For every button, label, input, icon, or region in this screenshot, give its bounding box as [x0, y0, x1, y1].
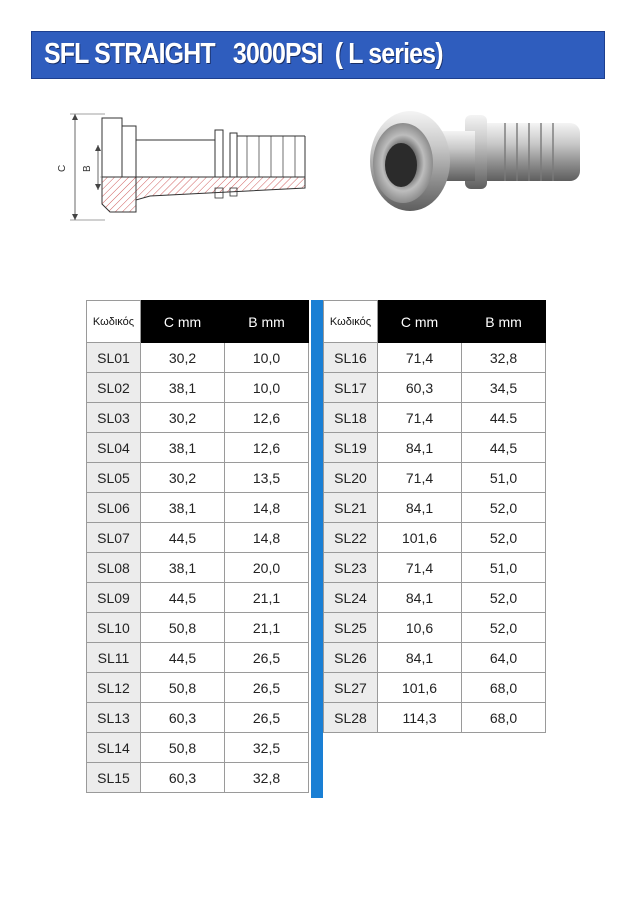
dimension-b-label: B: [82, 165, 93, 172]
table-row: [324, 433, 546, 463]
product-photo: [355, 93, 595, 233]
column-header-b: B mm: [225, 301, 309, 343]
c-cell: 50,8: [141, 613, 225, 643]
c-cell: 60,3: [141, 703, 225, 733]
table-row: [87, 673, 309, 703]
b-cell: 52,0: [462, 613, 546, 643]
b-cell: 51,0: [462, 463, 546, 493]
c-cell: 50,8: [141, 733, 225, 763]
column-header-b: B mm: [462, 301, 546, 343]
b-cell: 68,0: [462, 673, 546, 703]
code-cell: SL12: [87, 673, 141, 703]
b-cell: 68,0: [462, 703, 546, 733]
code-cell: SL15: [87, 763, 141, 793]
table-row: [87, 613, 309, 643]
b-cell: 32,5: [225, 733, 309, 763]
table-row: [87, 343, 309, 373]
table-row: [324, 373, 546, 403]
code-cell: SL17: [324, 373, 378, 403]
code-cell: SL03: [87, 403, 141, 433]
c-cell: 71,4: [378, 553, 462, 583]
code-cell: SL16: [324, 343, 378, 373]
column-header-c: C mm: [141, 301, 225, 343]
code-cell: SL24: [324, 583, 378, 613]
c-cell: 84,1: [378, 583, 462, 613]
column-header-code: Κωδικός: [324, 301, 378, 343]
b-cell: 26,5: [225, 673, 309, 703]
table-row: [87, 553, 309, 583]
c-cell: 101,6: [378, 523, 462, 553]
code-cell: SL10: [87, 613, 141, 643]
b-cell: 14,8: [225, 493, 309, 523]
table-row: [324, 403, 546, 433]
c-cell: 10,6: [378, 613, 462, 643]
column-header-code: Κωδικός: [87, 301, 141, 343]
table-row: [324, 583, 546, 613]
b-cell: 32,8: [462, 343, 546, 373]
c-cell: 44,5: [141, 643, 225, 673]
c-cell: 84,1: [378, 493, 462, 523]
c-cell: 114,3: [378, 703, 462, 733]
b-cell: 12,6: [225, 433, 309, 463]
technical-drawing: [50, 100, 310, 225]
code-cell: SL19: [324, 433, 378, 463]
c-cell: 71,4: [378, 403, 462, 433]
table-row: [87, 493, 309, 523]
table-row: [324, 553, 546, 583]
table-row: [324, 703, 546, 733]
code-cell: SL28: [324, 703, 378, 733]
table-row: [324, 493, 546, 523]
code-cell: SL11: [87, 643, 141, 673]
c-cell: 30,2: [141, 463, 225, 493]
code-cell: SL22: [324, 523, 378, 553]
c-cell: 60,3: [141, 763, 225, 793]
c-cell: 71,4: [378, 463, 462, 493]
table-row: [87, 433, 309, 463]
b-cell: 13,5: [225, 463, 309, 493]
b-cell: 26,5: [225, 643, 309, 673]
b-cell: 10,0: [225, 343, 309, 373]
b-cell: 21,1: [225, 613, 309, 643]
title-banner: [31, 31, 605, 79]
c-cell: 38,1: [141, 493, 225, 523]
table-row: [87, 763, 309, 793]
table-row: [87, 583, 309, 613]
b-cell: 64,0: [462, 643, 546, 673]
b-cell: 52,0: [462, 493, 546, 523]
b-cell: 12,6: [225, 403, 309, 433]
b-cell: 52,0: [462, 583, 546, 613]
c-cell: 38,1: [141, 373, 225, 403]
table-separator: [311, 300, 323, 798]
code-cell: SL26: [324, 643, 378, 673]
table-row: [87, 523, 309, 553]
c-cell: 71,4: [378, 343, 462, 373]
table-row: [324, 673, 546, 703]
table-row: [324, 523, 546, 553]
b-cell: 44.5: [462, 403, 546, 433]
code-cell: SL04: [87, 433, 141, 463]
code-cell: SL20: [324, 463, 378, 493]
code-cell: SL09: [87, 583, 141, 613]
c-cell: 44,5: [141, 583, 225, 613]
code-cell: SL02: [87, 373, 141, 403]
table-row: [87, 703, 309, 733]
c-cell: 30,2: [141, 403, 225, 433]
c-cell: 44,5: [141, 523, 225, 553]
code-cell: SL25: [324, 613, 378, 643]
c-cell: 101,6: [378, 673, 462, 703]
code-cell: SL21: [324, 493, 378, 523]
b-cell: 26,5: [225, 703, 309, 733]
code-cell: SL08: [87, 553, 141, 583]
b-cell: 32,8: [225, 763, 309, 793]
table-row: [87, 643, 309, 673]
b-cell: 10,0: [225, 373, 309, 403]
table-row: [87, 373, 309, 403]
code-cell: SL27: [324, 673, 378, 703]
code-cell: SL18: [324, 403, 378, 433]
c-cell: 60,3: [378, 373, 462, 403]
b-cell: 14,8: [225, 523, 309, 553]
spec-table-right: [323, 300, 546, 733]
table-row: [324, 463, 546, 493]
page-title: SFL STRAIGHT 3000PSI ( L series): [44, 38, 443, 70]
code-cell: SL14: [87, 733, 141, 763]
c-cell: 38,1: [141, 433, 225, 463]
table-row: [87, 403, 309, 433]
b-cell: 52,0: [462, 523, 546, 553]
table-row: [87, 733, 309, 763]
code-cell: SL05: [87, 463, 141, 493]
c-cell: 50,8: [141, 673, 225, 703]
b-cell: 44,5: [462, 433, 546, 463]
c-cell: 30,2: [141, 343, 225, 373]
table-row: [324, 613, 546, 643]
c-cell: 84,1: [378, 433, 462, 463]
b-cell: 34,5: [462, 373, 546, 403]
table-row: [324, 343, 546, 373]
code-cell: SL23: [324, 553, 378, 583]
b-cell: 51,0: [462, 553, 546, 583]
c-cell: 84,1: [378, 643, 462, 673]
code-cell: SL06: [87, 493, 141, 523]
code-cell: SL13: [87, 703, 141, 733]
code-cell: SL07: [87, 523, 141, 553]
spec-table-left: [86, 300, 309, 793]
b-cell: 21,1: [225, 583, 309, 613]
b-cell: 20,0: [225, 553, 309, 583]
table-row: [324, 643, 546, 673]
column-header-c: C mm: [378, 301, 462, 343]
code-cell: SL01: [87, 343, 141, 373]
dimension-c-label: C: [57, 164, 68, 172]
table-row: [87, 463, 309, 493]
c-cell: 38,1: [141, 553, 225, 583]
